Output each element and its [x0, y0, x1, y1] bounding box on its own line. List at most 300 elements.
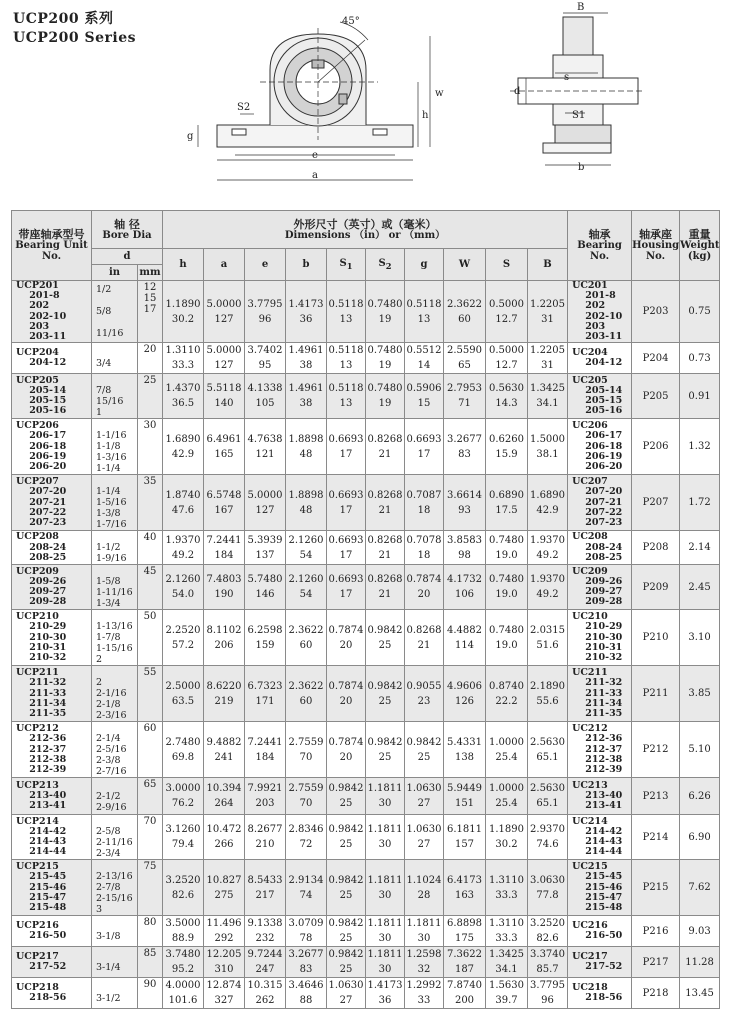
cell-a — [204, 374, 245, 419]
cell-unit: UCP216 216-50 — [12, 916, 92, 947]
cell-s2 — [366, 343, 405, 374]
cell-s-in: 0.6890 — [489, 489, 524, 501]
cell-e-mm: 184 — [255, 751, 275, 763]
cell-e-mm: 203 — [255, 798, 275, 810]
cell-w-mm: 106 — [454, 589, 475, 601]
cell-a-in: 12.874 — [206, 980, 242, 992]
label-45deg: 45° — [342, 16, 360, 27]
header-bearing: 轴承 Bearing No. — [568, 211, 632, 281]
cell-s1-in: 0.9842 — [328, 874, 364, 886]
cell-h-mm: 76.2 — [171, 798, 195, 810]
label-d: d — [514, 86, 521, 97]
cell-s2-mm: 30 — [378, 798, 392, 810]
cell-b-in: 1.4961 — [288, 383, 324, 395]
cell-b-in: 3.0709 — [288, 918, 324, 930]
cell-e — [245, 343, 286, 374]
cell-e-in: 7.9921 — [247, 783, 283, 795]
cell-w-mm: 60 — [458, 313, 471, 325]
cell-w-mm: 114 — [454, 639, 475, 651]
cell-e-in: 4.1338 — [247, 383, 283, 395]
cell-g-in: 0.6693 — [406, 433, 442, 445]
cell-B — [528, 978, 568, 1009]
cell-b-in: 1.4961 — [288, 345, 324, 357]
cell-s1 — [327, 666, 366, 722]
label-e: e — [312, 150, 318, 161]
table-row — [12, 947, 720, 978]
cell-unit: UCP210 210-29 210-30 210-31 210-32 — [12, 610, 92, 666]
cell-B-mm: 65.1 — [536, 751, 559, 763]
cell-mm: 55 — [138, 666, 163, 722]
cell-weight: 0.75 — [680, 281, 720, 343]
header-dimensions: 外形尺寸（英寸）或（毫米） Dimensions （in） or （mm） — [163, 211, 568, 249]
cell-h-mm: 30.2 — [171, 313, 195, 325]
cell-s1-in: 0.7874 — [328, 624, 364, 636]
cell-a-in: 5.5118 — [206, 383, 242, 395]
cell-B-mm: 74.6 — [536, 839, 559, 851]
cell-w — [444, 343, 486, 374]
cell-s1 — [327, 815, 366, 860]
cell-w-in: 2.7953 — [447, 383, 482, 395]
cell-unit: UCP208 208-24 208-25 — [12, 531, 92, 565]
cell-mm: 50 — [138, 610, 163, 666]
table-row — [12, 778, 720, 815]
cell-a-mm: 219 — [214, 695, 234, 707]
cell-s-mm: 33.3 — [495, 889, 518, 901]
cell-g-in: 0.9055 — [406, 680, 442, 692]
cell-a-in: 7.2441 — [206, 534, 242, 546]
cell-B — [528, 722, 568, 778]
cell-mm: 85 — [138, 947, 163, 978]
cell-mm: 30 — [138, 419, 163, 475]
cell-s — [486, 343, 528, 374]
cell-s-in: 0.6260 — [489, 433, 524, 445]
cell-g-in: 1.2598 — [406, 949, 442, 961]
cell-g-mm: 27 — [417, 798, 431, 810]
cell-B-mm: 34.1 — [536, 398, 559, 410]
cell-weight: 9.03 — [680, 916, 720, 947]
cell-e — [245, 374, 286, 419]
cell-w — [444, 565, 486, 610]
cell-w-mm: 65 — [458, 360, 471, 372]
table-row — [12, 419, 720, 475]
cell-mm: 65 — [138, 778, 163, 815]
cell-s1-mm: 25 — [339, 798, 353, 810]
cell-e — [245, 475, 286, 531]
cell-s1-in: 0.9842 — [328, 949, 364, 961]
cell-e-mm: 210 — [255, 839, 275, 851]
cell-b — [286, 419, 327, 475]
cell-a-in: 10.472 — [206, 824, 242, 836]
cell-B — [528, 947, 568, 978]
cell-housing: P209 — [632, 565, 680, 610]
cell-unit: UCP201 201-8 202 202-10 203 203-11 — [12, 281, 92, 343]
cell-s1-in: 0.9842 — [328, 824, 364, 836]
cell-s2-in: 0.9842 — [367, 680, 403, 692]
cell-a-mm: 190 — [214, 589, 234, 601]
cell-a-in: 11.496 — [206, 918, 242, 930]
cell-B — [528, 531, 568, 565]
cell-h-in: 2.5000 — [165, 680, 201, 692]
cell-B-in: 3.3740 — [530, 949, 566, 961]
cell-housing: P215 — [632, 860, 680, 916]
cell-s-in: 0.5630 — [489, 383, 524, 395]
cell-a-mm: 241 — [214, 751, 234, 763]
cell-b-in: 3.2677 — [288, 949, 324, 961]
label-a: a — [312, 170, 318, 181]
cell-s — [486, 531, 528, 565]
cell-bearing: UC212 212-36 212-37 212-38 212-39 — [568, 722, 632, 778]
cell-e-mm: 146 — [255, 589, 275, 601]
cell-bearing: UC206 206-17 206-18 206-19 206-20 — [568, 419, 632, 475]
header-g: g — [405, 249, 444, 281]
cell-s2 — [366, 916, 405, 947]
cell-s1-in: 0.9842 — [328, 783, 364, 795]
table-row — [12, 374, 720, 419]
cell-housing: P206 — [632, 419, 680, 475]
cell-s-mm: 15.9 — [495, 448, 518, 460]
cell-s1-in: 0.5118 — [328, 345, 364, 357]
cell-B-in: 3.0630 — [530, 874, 566, 886]
cell-unit: UCP215 215-45 215-46 215-47 215-48 — [12, 860, 92, 916]
cell-s — [486, 610, 528, 666]
cell-s-in: 1.1890 — [489, 824, 524, 836]
cell-s-in: 1.5630 — [489, 980, 524, 992]
cell-s1-in: 0.7874 — [328, 736, 364, 748]
cell-housing: P211 — [632, 666, 680, 722]
cell-s2-mm: 36 — [378, 995, 392, 1007]
cell-b-in: 2.7559 — [288, 783, 324, 795]
cell-b-mm: 74 — [299, 889, 313, 901]
cell-inch: 2-1/4 2-5/16 2-3/8 2-7/16 — [92, 722, 138, 778]
cell-inch: 3-1/2 — [92, 978, 138, 1009]
cell-weight: 5.10 — [680, 722, 720, 778]
cell-g-mm: 14 — [417, 360, 431, 372]
cell-g — [405, 565, 444, 610]
cell-inch: 1-1/2 1-9/16 — [92, 531, 138, 565]
cell-s1-mm: 17 — [339, 448, 353, 460]
cell-s — [486, 778, 528, 815]
cell-s2-mm: 25 — [378, 751, 392, 763]
cell-bearing: UC211 211-32 211-33 211-34 211-35 — [568, 666, 632, 722]
cell-a-in: 6.4961 — [206, 433, 242, 445]
cell-bearing: UC210 210-29 210-30 210-31 210-32 — [568, 610, 632, 666]
cell-g-mm: 13 — [417, 313, 431, 325]
table-row — [12, 916, 720, 947]
cell-g-mm: 25 — [417, 751, 431, 763]
cell-a — [204, 916, 245, 947]
cell-B-mm: 31 — [541, 313, 554, 325]
cell-g — [405, 374, 444, 419]
cell-s1-mm: 20 — [339, 639, 353, 651]
cell-s2-in: 0.7480 — [367, 383, 403, 395]
cell-e — [245, 778, 286, 815]
cell-s2-mm: 25 — [378, 639, 392, 651]
cell-weight: 13.45 — [680, 978, 720, 1009]
cell-s1 — [327, 947, 366, 978]
cell-g-in: 1.1024 — [406, 874, 442, 886]
cell-w-mm: 163 — [454, 889, 475, 901]
header-s1: $S_1$ — [327, 249, 366, 281]
cell-g — [405, 978, 444, 1009]
cell-g-mm: 28 — [417, 889, 431, 901]
cell-w — [444, 722, 486, 778]
cell-b-in: 1.8898 — [288, 433, 324, 445]
cell-B-mm: 55.6 — [536, 695, 559, 707]
cell-s-in: 0.8740 — [489, 680, 524, 692]
cell-s-mm: 22.2 — [495, 695, 518, 707]
cell-s1-in: 0.6693 — [328, 534, 364, 546]
cell-B-mm: 31 — [541, 360, 554, 372]
cell-weight: 1.72 — [680, 475, 720, 531]
cell-s2 — [366, 666, 405, 722]
cell-e-mm: 217 — [255, 889, 275, 901]
cell-g-mm: 21 — [417, 639, 431, 651]
header-e: e — [245, 249, 286, 281]
dimensions-table — [11, 210, 720, 1009]
cell-a-mm: 167 — [214, 504, 234, 516]
cell-s2 — [366, 610, 405, 666]
cell-e-mm: 95 — [258, 360, 272, 372]
cell-weight: 1.32 — [680, 419, 720, 475]
cell-unit: UCP206 206-17 206-18 206-19 206-20 — [12, 419, 92, 475]
cell-B-in: 2.5630 — [530, 736, 566, 748]
cell-a-in: 7.4803 — [206, 574, 242, 586]
cell-s1 — [327, 722, 366, 778]
cell-e-in: 3.7795 — [247, 298, 283, 310]
cell-w-in: 3.8583 — [447, 534, 482, 546]
label-s1: S1 — [572, 110, 586, 121]
cell-s-mm: 25.4 — [495, 751, 518, 763]
cell-a-mm: 184 — [214, 549, 234, 561]
cell-inch: 1-1/16 1-1/8 1-3/16 1-1/4 — [92, 419, 138, 475]
cell-bearing: UC207 207-20 207-21 207-22 207-23 — [568, 475, 632, 531]
cell-a-mm: 165 — [214, 448, 234, 460]
cell-s2-in: 1.1811 — [367, 918, 403, 930]
cell-weight: 3.85 — [680, 666, 720, 722]
cell-B-mm: 65.1 — [536, 798, 559, 810]
cell-s-mm: 34.1 — [495, 964, 518, 976]
cell-w-mm: 187 — [454, 964, 475, 976]
cell-s2 — [366, 419, 405, 475]
cell-e-mm: 262 — [255, 995, 275, 1007]
label-B: B — [577, 2, 585, 13]
cell-h-in: 1.4370 — [165, 383, 201, 395]
cell-s1-mm: 13 — [339, 360, 353, 372]
cell-housing: P218 — [632, 978, 680, 1009]
cell-h-mm: 101.6 — [168, 995, 198, 1007]
table-row — [12, 978, 720, 1009]
header-bore: 轴 径 Bore Dia — [92, 211, 163, 249]
cell-e-mm: 121 — [255, 448, 275, 460]
cell-a — [204, 281, 245, 343]
cell-e — [245, 666, 286, 722]
cell-B-in: 1.5000 — [530, 433, 566, 445]
cell-h-mm: 47.6 — [171, 504, 195, 516]
cell-weight: 6.90 — [680, 815, 720, 860]
cell-mm: 25 — [138, 374, 163, 419]
cell-housing: P203 — [632, 281, 680, 343]
header-h: h — [163, 249, 204, 281]
cell-s2 — [366, 947, 405, 978]
cell-h-in: 3.2520 — [165, 874, 201, 886]
cell-g — [405, 860, 444, 916]
cell-s-mm: 25.4 — [495, 798, 518, 810]
cell-bearing: UC204 204-12 — [568, 343, 632, 374]
cell-b — [286, 860, 327, 916]
cell-inch: 1-1/4 1-5/16 1-3/8 1-7/16 — [92, 475, 138, 531]
cell-s2-mm: 19 — [378, 360, 392, 372]
cell-e-in: 4.7638 — [247, 433, 283, 445]
cell-h — [163, 916, 204, 947]
cell-w-in: 3.6614 — [447, 489, 482, 501]
cell-inch: 2-13/16 2-7/8 2-15/16 3 — [92, 860, 138, 916]
cell-mm: 20 — [138, 343, 163, 374]
table-row — [12, 722, 720, 778]
cell-s-mm: 12.7 — [495, 313, 518, 325]
cell-B — [528, 343, 568, 374]
cell-inch: 1/2 5/8 11/16 — [92, 281, 138, 343]
cell-a — [204, 666, 245, 722]
cell-B — [528, 860, 568, 916]
label-h: h — [422, 110, 429, 121]
cell-g-in: 0.7078 — [406, 534, 442, 546]
cell-B-in: 1.2205 — [530, 298, 566, 310]
cell-g — [405, 610, 444, 666]
cell-g-in: 1.1811 — [406, 918, 442, 930]
cell-s2-in: 0.8268 — [367, 534, 403, 546]
label-s2: S2 — [237, 102, 251, 113]
cell-a-mm: 266 — [214, 839, 234, 851]
cell-s2-mm: 19 — [378, 398, 392, 410]
cell-s-in: 1.3110 — [489, 874, 524, 886]
cell-s2-mm: 30 — [378, 964, 392, 976]
cell-w — [444, 947, 486, 978]
cell-w-mm: 200 — [454, 995, 475, 1007]
cell-e-mm: 247 — [255, 964, 275, 976]
cell-g — [405, 947, 444, 978]
cell-s1 — [327, 916, 366, 947]
cell-s — [486, 916, 528, 947]
cell-B-mm: 51.6 — [536, 639, 559, 651]
cell-housing: P204 — [632, 343, 680, 374]
cell-s1 — [327, 281, 366, 343]
cell-h — [163, 475, 204, 531]
cell-w-mm: 126 — [454, 695, 475, 707]
cell-bearing: UC209 209-26 209-27 209-28 — [568, 565, 632, 610]
cell-unit: UCP205 205-14 205-15 205-16 — [12, 374, 92, 419]
cell-h-mm: 54.0 — [171, 589, 195, 601]
cell-s2-mm: 30 — [378, 933, 392, 945]
cell-e-in: 7.2441 — [247, 736, 283, 748]
cell-w — [444, 531, 486, 565]
header-mm: mm — [138, 265, 163, 281]
cell-b-mm: 54 — [299, 549, 313, 561]
cell-b-in: 3.4646 — [288, 980, 324, 992]
cell-s-mm: 12.7 — [495, 360, 518, 372]
cell-g — [405, 815, 444, 860]
cell-h-in: 3.1260 — [165, 824, 201, 836]
cell-h-in: 2.7480 — [165, 736, 201, 748]
cell-w-mm: 98 — [458, 549, 471, 561]
cell-s2-in: 0.9842 — [367, 624, 403, 636]
cell-b — [286, 722, 327, 778]
cell-s1-in: 0.7874 — [328, 680, 364, 692]
cell-h-mm: 36.5 — [171, 398, 195, 410]
cell-a-in: 8.6220 — [206, 680, 242, 692]
cell-h-in: 4.0000 — [165, 980, 201, 992]
cell-s-in: 0.7480 — [489, 534, 524, 546]
cell-b-mm: 60 — [299, 695, 313, 707]
cell-B-mm: 96 — [541, 995, 554, 1007]
cell-e-in: 8.5433 — [247, 874, 283, 886]
cell-s-in: 0.7480 — [489, 574, 524, 586]
cell-s1-in: 0.5118 — [328, 298, 364, 310]
cell-s-mm: 19.0 — [495, 639, 518, 651]
cell-weight: 0.91 — [680, 374, 720, 419]
cell-B — [528, 916, 568, 947]
cell-w-in: 6.1811 — [447, 824, 482, 836]
cell-h-in: 1.3110 — [165, 345, 201, 357]
cell-s — [486, 978, 528, 1009]
cell-s2-mm: 21 — [378, 589, 392, 601]
cell-h — [163, 565, 204, 610]
cell-weight: 2.45 — [680, 565, 720, 610]
cell-a-in: 5.0000 — [206, 298, 242, 310]
cell-b — [286, 666, 327, 722]
cell-b-mm: 88 — [299, 995, 313, 1007]
cell-a — [204, 343, 245, 374]
cell-weight: 0.73 — [680, 343, 720, 374]
cell-s-mm: 39.7 — [495, 995, 518, 1007]
cell-w-in: 2.3622 — [447, 298, 482, 310]
cell-e-mm: 137 — [255, 549, 275, 561]
cell-s1 — [327, 475, 366, 531]
cell-weight: 6.26 — [680, 778, 720, 815]
cell-g — [405, 531, 444, 565]
cell-unit: UCP217 217-52 — [12, 947, 92, 978]
cell-a-mm: 206 — [214, 639, 234, 651]
cell-s2 — [366, 978, 405, 1009]
cell-g-in: 1.0630 — [406, 824, 442, 836]
cell-s — [486, 815, 528, 860]
cell-h-in: 3.7480 — [165, 949, 201, 961]
cell-e-mm: 171 — [255, 695, 275, 707]
cell-g — [405, 343, 444, 374]
cell-s-in: 0.5000 — [489, 345, 524, 357]
cell-a — [204, 778, 245, 815]
cell-w-mm: 93 — [458, 504, 471, 516]
cell-w-in: 4.9606 — [447, 680, 482, 692]
cell-g-in: 0.5118 — [406, 298, 442, 310]
cell-b-in: 2.1260 — [288, 574, 324, 586]
cell-e — [245, 815, 286, 860]
header-s: S — [486, 249, 528, 281]
cell-w — [444, 374, 486, 419]
cell-a — [204, 610, 245, 666]
cell-a-mm: 264 — [214, 798, 234, 810]
cell-w-in: 2.5590 — [447, 345, 482, 357]
cell-b — [286, 947, 327, 978]
cell-s1-mm: 25 — [339, 964, 353, 976]
cell-B-in: 2.1890 — [530, 680, 566, 692]
cell-s — [486, 722, 528, 778]
cell-bearing: UC208 208-24 208-25 — [568, 531, 632, 565]
cell-B-in: 3.2520 — [530, 918, 566, 930]
cell-b-in: 2.9134 — [288, 874, 324, 886]
cell-e-in: 5.7480 — [247, 574, 283, 586]
cell-B-in: 2.9370 — [530, 824, 566, 836]
cell-h — [163, 947, 204, 978]
